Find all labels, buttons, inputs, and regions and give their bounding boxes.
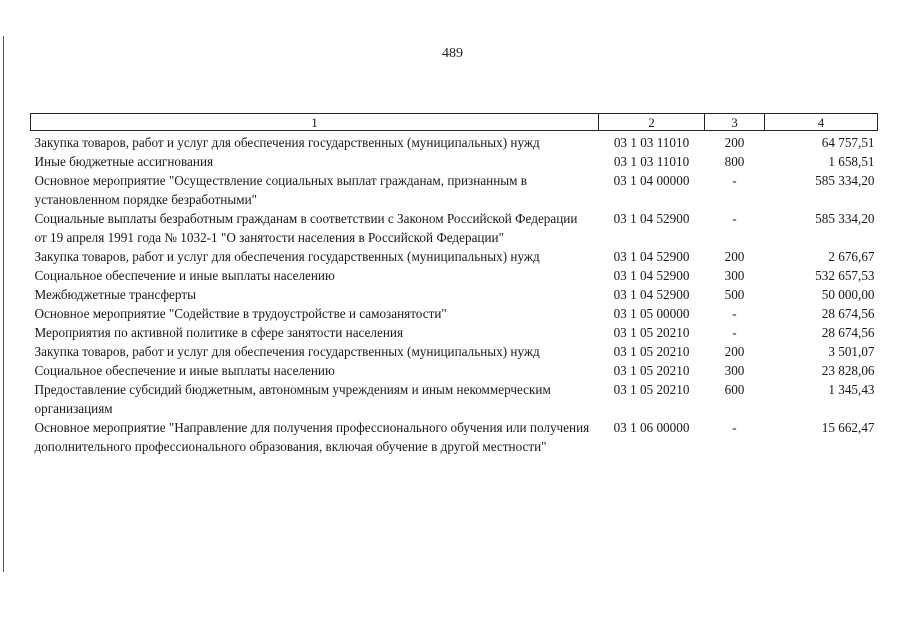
row-name: Основное мероприятие "Направление для получения профессионального обучения или получения дополнительного профессионального образования, включая обучение в другой местности" bbox=[34, 420, 590, 454]
row-name: Закупка товаров, работ и услуг для обеспечения государственных (муниципальных) нужд bbox=[34, 249, 540, 264]
row-code: 03 1 05 20210 bbox=[613, 363, 690, 378]
row-name: Социальное обеспечение и иные выплаты населению bbox=[34, 268, 335, 283]
row-code: 03 1 05 00000 bbox=[613, 306, 690, 321]
table-row bbox=[31, 380, 878, 418]
row-code: 03 1 06 00000 bbox=[613, 420, 690, 435]
table-row bbox=[31, 342, 878, 361]
row-expense-type: - bbox=[732, 420, 737, 435]
table-header bbox=[31, 114, 878, 131]
row-name: Основное мероприятие "Содействие в трудоустройстве и самозанятости" bbox=[34, 306, 447, 321]
left-margin-line bbox=[3, 36, 4, 572]
row-expense-type: 300 bbox=[724, 363, 745, 378]
row-expense-type: - bbox=[732, 211, 737, 226]
row-name: Закупка товаров, работ и услуг для обеспечения государственных (муниципальных) нужд bbox=[34, 135, 540, 150]
row-expense-type: 300 bbox=[724, 268, 745, 283]
row-expense-type: 200 bbox=[724, 135, 745, 150]
row-code: 03 1 04 52900 bbox=[613, 211, 690, 226]
row-amount: 585 334,20 bbox=[815, 173, 875, 188]
row-name: Межбюджетные трансферты bbox=[34, 287, 196, 302]
row-expense-type: 500 bbox=[724, 287, 745, 302]
budget-table bbox=[30, 113, 878, 456]
header-col-2: 2 bbox=[599, 114, 705, 131]
row-expense-type: 800 bbox=[724, 154, 745, 169]
table-row bbox=[31, 152, 878, 171]
table-body bbox=[31, 131, 878, 457]
row-expense-type: 600 bbox=[724, 382, 745, 397]
row-name: Закупка товаров, работ и услуг для обеспечения государственных (муниципальных) нужд bbox=[34, 344, 540, 359]
row-amount: 532 657,53 bbox=[815, 268, 875, 283]
row-code: 03 1 05 20210 bbox=[613, 382, 690, 397]
row-code: 03 1 04 00000 bbox=[613, 173, 690, 188]
row-code: 03 1 03 11010 bbox=[613, 154, 690, 169]
row-amount: 28 674,56 bbox=[821, 325, 875, 340]
table-row bbox=[31, 247, 878, 266]
row-amount: 23 828,06 bbox=[821, 363, 875, 378]
row-name: Предоставление субсидий бюджетным, автономным учреждениям и иным некоммерческим организациям bbox=[34, 382, 551, 416]
row-amount: 585 334,20 bbox=[815, 211, 875, 226]
page-number: 489 bbox=[442, 46, 463, 61]
table-row bbox=[31, 171, 878, 209]
table-row bbox=[31, 285, 878, 304]
row-expense-type: - bbox=[732, 173, 737, 188]
header-col-3: 3 bbox=[705, 114, 765, 131]
row-code: 03 1 05 20210 bbox=[613, 344, 690, 359]
row-expense-type: - bbox=[732, 306, 737, 321]
row-expense-type: 200 bbox=[724, 249, 745, 264]
row-amount: 1 345,43 bbox=[828, 382, 875, 397]
table-row bbox=[31, 323, 878, 342]
row-amount: 2 676,67 bbox=[828, 249, 875, 264]
row-code: 03 1 04 52900 bbox=[613, 287, 690, 302]
table-row bbox=[31, 131, 878, 153]
table-row bbox=[31, 266, 878, 285]
row-amount: 64 757,51 bbox=[821, 135, 875, 150]
row-amount: 1 658,51 bbox=[828, 154, 875, 169]
row-expense-type: 200 bbox=[724, 344, 745, 359]
row-amount: 15 662,47 bbox=[821, 420, 875, 435]
header-col-1: 1 bbox=[31, 114, 599, 131]
table-row bbox=[31, 361, 878, 380]
row-expense-type: - bbox=[732, 325, 737, 340]
row-amount: 50 000,00 bbox=[821, 287, 875, 302]
row-code: 03 1 04 52900 bbox=[613, 249, 690, 264]
row-name: Иные бюджетные ассигнования bbox=[34, 154, 214, 169]
row-amount: 28 674,56 bbox=[821, 306, 875, 321]
row-name: Социальное обеспечение и иные выплаты населению bbox=[34, 363, 335, 378]
row-code: 03 1 03 11010 bbox=[613, 135, 690, 150]
table-row bbox=[31, 209, 878, 247]
row-code: 03 1 04 52900 bbox=[613, 268, 690, 283]
table-row bbox=[31, 418, 878, 456]
row-name: Социальные выплаты безработным гражданам в соответствии с Законом Российской Федерации от 19 апреля 1991 года № 1032-1 "О занятости населения в Российской Федерации" bbox=[34, 211, 578, 245]
header-row bbox=[31, 114, 878, 131]
row-name: Основное мероприятие "Осуществление социальных выплат гражданам, признанным в установленном порядке безработными" bbox=[34, 173, 528, 207]
row-code: 03 1 05 20210 bbox=[613, 325, 690, 340]
row-name: Мероприятия по активной политике в сфере занятости населения bbox=[34, 325, 404, 340]
row-amount: 3 501,07 bbox=[828, 344, 875, 359]
header-col-4: 4 bbox=[765, 114, 878, 131]
table-row bbox=[31, 304, 878, 323]
